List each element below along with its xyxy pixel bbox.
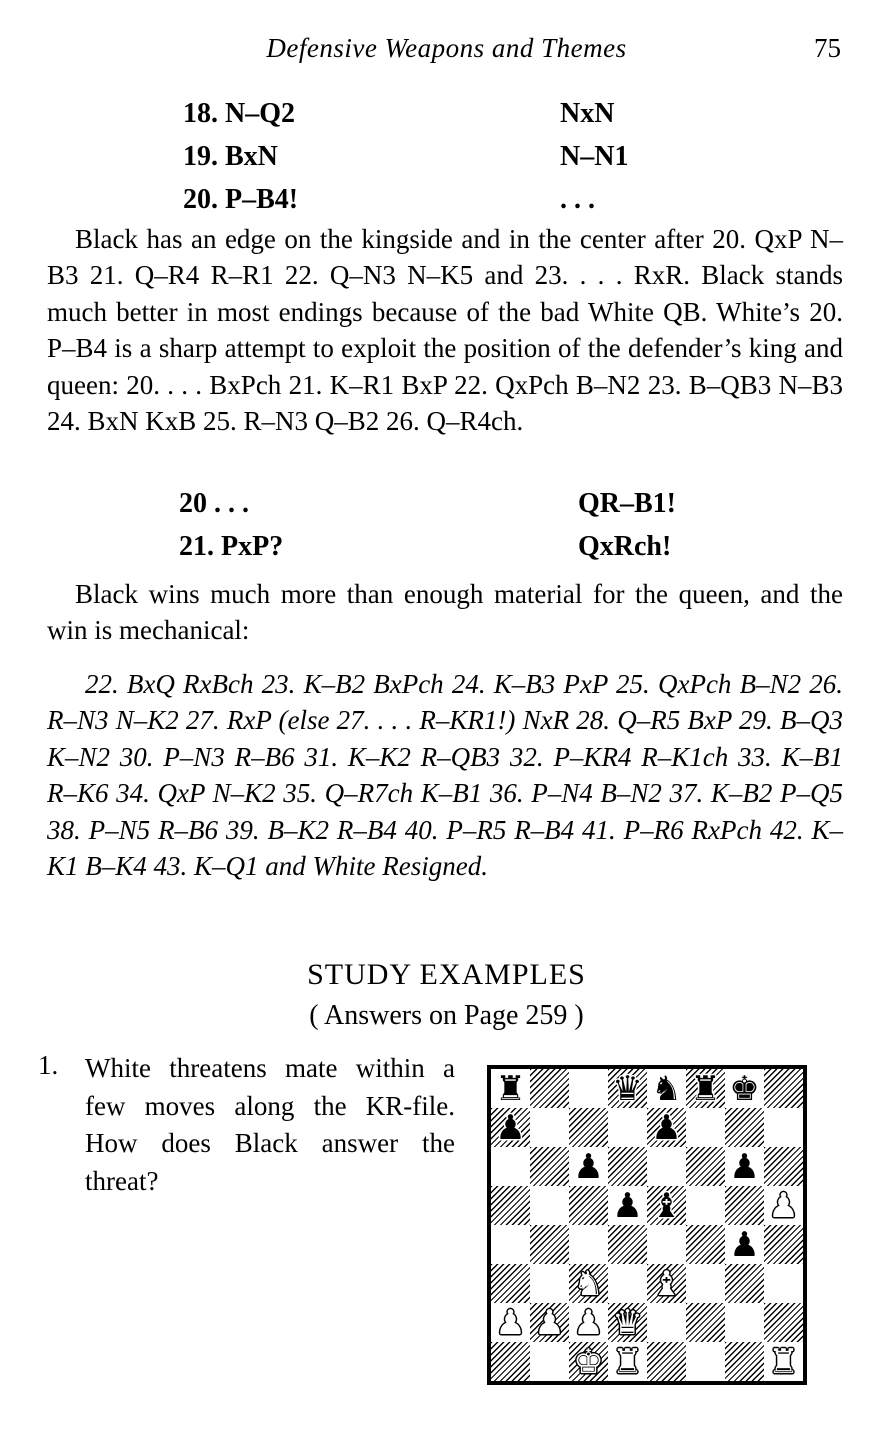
board-square xyxy=(530,1069,569,1108)
black-pawn-icon: ♟ xyxy=(495,1108,526,1147)
black-move: QxRch! xyxy=(578,531,672,562)
board-square xyxy=(530,1108,569,1147)
move-row xyxy=(183,98,628,141)
white-king-icon: ♚ xyxy=(573,1342,604,1381)
board-square xyxy=(764,1186,803,1225)
board-square xyxy=(725,1303,764,1342)
board-square xyxy=(725,1147,764,1186)
exercise-text: White threatens mate within a few moves along the KR-file. How does Black answer the threat? xyxy=(85,1053,455,1196)
white-move: 20. P–B4! xyxy=(183,184,299,215)
running-head xyxy=(0,33,893,67)
board-square xyxy=(608,1069,647,1108)
board-square xyxy=(491,1186,530,1225)
black-queen-icon: ♛ xyxy=(612,1069,643,1108)
board-square xyxy=(569,1303,608,1342)
board-square xyxy=(647,1225,686,1264)
board-square xyxy=(491,1108,530,1147)
move-list-1 xyxy=(183,98,628,227)
board-square xyxy=(686,1342,725,1381)
black-move: . . . xyxy=(560,184,595,215)
move-row xyxy=(183,141,628,184)
board-square xyxy=(686,1108,725,1147)
board-square xyxy=(530,1303,569,1342)
black-pawn-icon: ♟ xyxy=(729,1147,760,1186)
board-square xyxy=(686,1225,725,1264)
black-pawn-icon: ♟ xyxy=(651,1108,682,1147)
move-list-2 xyxy=(179,488,676,574)
board-square xyxy=(530,1186,569,1225)
game-score-paragraph: 22. BxQ RxBch 23. K–B2 BxPch 24. K–B3 PxP 25. QxPch B–N2 26. R–N3 N–K2 27. RxP (else 27. . . . R–KR1!) NxR 28. Q–R5 BxP 29. B–Q3 K–N2 30. P–N3 R–B6 31. K–K2 R–QB3 32. P–KR4 R–K1ch 33. K–B1 R–K6 34. QxP N–K2 35. Q–R7ch K–B1 36. P–N4 B–N2 37. K–B2 P–Q5 38. P–N5 R–B6 39. B–K2 R–B4 40. P–R5 R–B4 41. P–R6 RxPch 42. K–K1 B–K4 43. K–Q1 and White Resigned. xyxy=(47,669,843,882)
board-square xyxy=(608,1303,647,1342)
section-heading: STUDY EXAMPLES xyxy=(307,958,586,991)
board-square xyxy=(725,1264,764,1303)
move-row xyxy=(179,488,676,531)
board-square xyxy=(569,1108,608,1147)
board-square xyxy=(647,1108,686,1147)
board-square xyxy=(764,1069,803,1108)
black-move: NxN xyxy=(560,98,615,129)
board-square xyxy=(686,1069,725,1108)
white-rook-icon: ♜ xyxy=(612,1342,643,1381)
board-square xyxy=(530,1225,569,1264)
board-square xyxy=(686,1186,725,1225)
board-square xyxy=(647,1303,686,1342)
board-square xyxy=(569,1069,608,1108)
white-bishop-icon: ♝ xyxy=(651,1264,682,1303)
white-move: 21. PxP? xyxy=(179,531,284,562)
board-square xyxy=(725,1108,764,1147)
running-head-title: Defensive Weapons and Themes xyxy=(266,33,627,63)
board-square xyxy=(491,1147,530,1186)
white-move: 19. BxN xyxy=(183,141,278,172)
board-square xyxy=(725,1186,764,1225)
board-square xyxy=(491,1069,530,1108)
board-square xyxy=(647,1186,686,1225)
black-king-icon: ♚ xyxy=(729,1069,760,1108)
move-row xyxy=(179,531,676,574)
board-square xyxy=(764,1108,803,1147)
black-pawn-icon: ♟ xyxy=(612,1186,643,1225)
board-square xyxy=(647,1342,686,1381)
board-square xyxy=(608,1225,647,1264)
board-square xyxy=(608,1147,647,1186)
board-square xyxy=(764,1225,803,1264)
board-square xyxy=(647,1069,686,1108)
black-bishop-icon: ♝ xyxy=(651,1186,682,1225)
white-pawn-icon: ♟ xyxy=(495,1303,526,1342)
page-number: 75 xyxy=(814,33,841,63)
board-square xyxy=(725,1342,764,1381)
board-square xyxy=(491,1342,530,1381)
black-move: N–N1 xyxy=(560,141,629,172)
white-rook-icon: ♜ xyxy=(768,1342,799,1381)
board-square xyxy=(530,1264,569,1303)
board-square xyxy=(647,1147,686,1186)
white-pawn-icon: ♟ xyxy=(573,1303,604,1342)
white-pawn-icon: ♟ xyxy=(768,1186,799,1225)
chess-diagram xyxy=(487,1065,807,1385)
black-pawn-icon: ♟ xyxy=(573,1147,604,1186)
board-square xyxy=(569,1147,608,1186)
board-square xyxy=(764,1342,803,1381)
board-square xyxy=(491,1303,530,1342)
board-square xyxy=(491,1264,530,1303)
black-rook-icon: ♜ xyxy=(495,1069,526,1108)
board-square xyxy=(764,1303,803,1342)
black-move: QR–B1! xyxy=(578,488,676,519)
white-pawn-icon: ♟ xyxy=(534,1303,565,1342)
white-move: 18. N–Q2 xyxy=(183,98,295,129)
conclusion-paragraph: Black wins much more than enough material for the queen, and the win is mechanical: xyxy=(47,579,843,646)
board-square xyxy=(569,1225,608,1264)
board-square xyxy=(764,1147,803,1186)
board-square xyxy=(647,1264,686,1303)
analysis-paragraph: Black has an edge on the kingside and in the center after 20. QxP N–B3 21. Q–R4 R–R1 22. Q–N3 N–K5 and 23. . . . RxR. Black stands much better in most endings because of the bad White QB. White’s 20. P–B4 is a sharp attempt to exploit the position of the defender’s king and queen: 20. . . . BxPch 21. K–R1 BxP 22. QxPch B–N2 23. B–QB3 N–B3 24. BxN KxB 25. R–N3 Q–B2 26. Q–R4ch. xyxy=(47,224,843,437)
board-square xyxy=(569,1342,608,1381)
board-square xyxy=(608,1186,647,1225)
white-queen-icon: ♛ xyxy=(612,1303,643,1342)
exercise-number: 1. xyxy=(38,1050,59,1080)
board-square xyxy=(686,1303,725,1342)
section-subheading: ( Answers on Page 259 ) xyxy=(309,1000,584,1031)
black-move-continuation: 20 . . . xyxy=(179,488,249,519)
black-pawn-icon: ♟ xyxy=(729,1225,760,1264)
board-square xyxy=(491,1225,530,1264)
white-knight-icon: ♞ xyxy=(573,1264,604,1303)
board-square xyxy=(686,1147,725,1186)
board-square xyxy=(530,1342,569,1381)
black-rook-icon: ♜ xyxy=(690,1069,721,1108)
board-square xyxy=(608,1264,647,1303)
board-square xyxy=(686,1264,725,1303)
board-square xyxy=(569,1186,608,1225)
board-square xyxy=(608,1108,647,1147)
board-square xyxy=(530,1147,569,1186)
board-square xyxy=(764,1264,803,1303)
black-knight-icon: ♞ xyxy=(651,1069,682,1108)
board-square xyxy=(725,1069,764,1108)
board-square xyxy=(608,1342,647,1381)
board-square xyxy=(569,1264,608,1303)
board-square xyxy=(725,1225,764,1264)
